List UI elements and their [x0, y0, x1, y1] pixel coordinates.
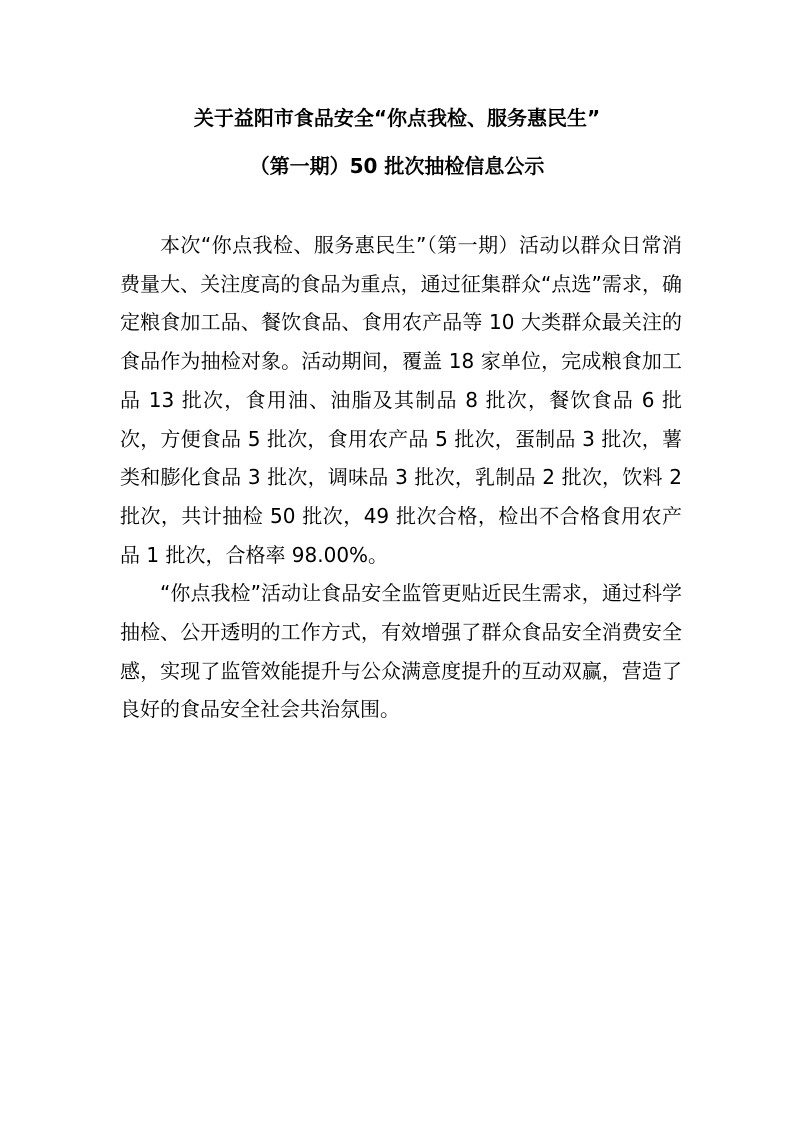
- document-body: [120, 226, 682, 729]
- title-line-2: （第一期）50 批次抽检信息公示: [249, 154, 545, 178]
- paragraph-conclusion: “你点我检”活动让食品安全监管更贴近民生需求，通过科学抽检、公开透明的工作方式，有效增强了群众食品安全消费安全感，实现了监管效能提升与公众满意度提升的互动双赢，营造了良好的食品安全社会共治氛围。: [120, 581, 682, 722]
- paragraph-summary: 本次“你点我检、服务惠民生”（第一期）活动以群众日常消费量大、关注度高的食品为重点，通过征集群众“点选”需求，确定粮食加工品、餐饮食品、食用农产品等 10 大类群众最关注的食品作为抽检对象。活动期间，覆盖 18 家单位，完成粮食加工品 13 批次，食用油、油脂及其制品 8 批次，餐饮食品 6 批次，方便食品 5 批次，食用农产品 5 批次，蛋制品 3 批次，薯类和膨化食品 3 批次，调味品 3 批次，乳制品 2 批次，饮料 2 批次，共计抽检 50 批次，49 批次合格，检出不合格食用农产品 1 批次，合格率 98.00%。: [120, 233, 682, 567]
- document-title: [0, 98, 794, 186]
- title-line-1: 关于益阳市食品安全“你点我检、服务惠民生”: [193, 106, 601, 130]
